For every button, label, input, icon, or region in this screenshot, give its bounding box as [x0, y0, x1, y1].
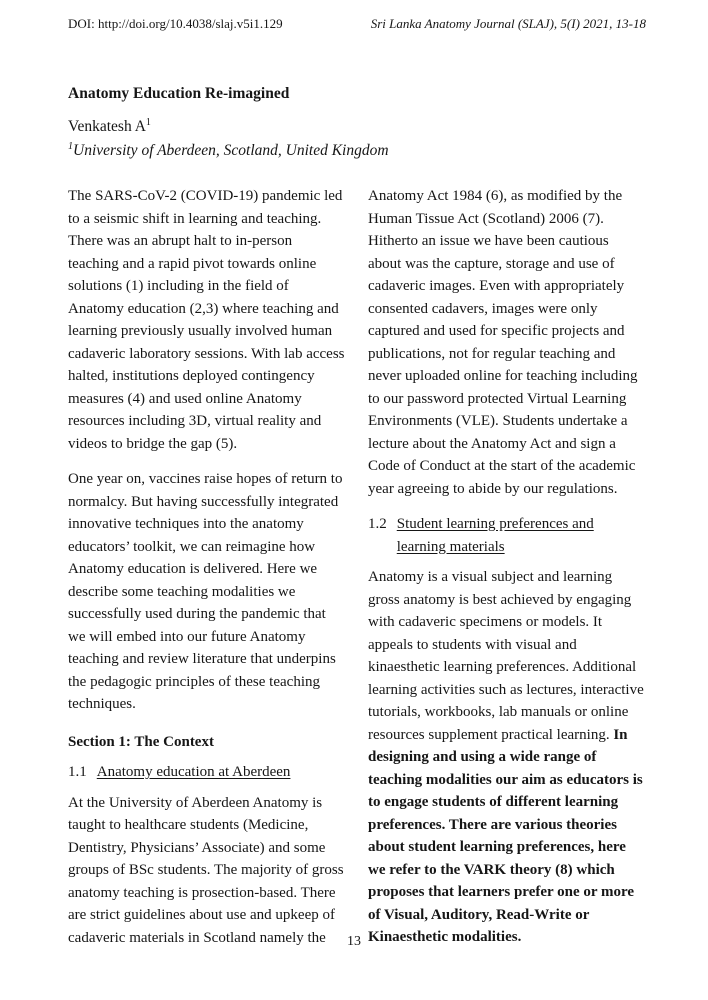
two-column-body: [0, 185, 708, 962]
doi-text: DOI: http://doi.org/10.4038/slaj.v5i1.129: [68, 16, 283, 31]
paragraph: [368, 566, 645, 949]
running-header: [0, 0, 708, 32]
affiliation-text: University of Aberdeen, Scotland, United Kingdom: [73, 142, 389, 159]
article-title: Anatomy Education Re-imagined: [68, 85, 290, 102]
journal-reference: Sri Lanka Anatomy Journal (SLAJ), 5(I) 2021, 13-18: [370, 16, 646, 31]
section-heading: Section 1: The Context: [68, 733, 214, 750]
page-footer: [0, 934, 708, 950]
subsection-title: Anatomy education at Aberdeen: [96, 764, 291, 780]
right-column: [368, 185, 645, 962]
affiliation-superscript: 1: [68, 140, 73, 152]
paragraph-regular-run: Anatomy is a visual subject and learning gross anatomy is best achieved by engaging with cadaveric specimens or models. It appeals to students with visual and kinaesthetic learning preferences. Additional learning activities such as lectures, interactive tutorials, workbooks, lab manuals or online resources supplement practical learning.: [368, 569, 644, 743]
paragraph: The SARS-CoV-2 (COVID-19) pandemic led to a seismic shift in learning and teaching. There was an abrupt halt to in-person teaching and a rapid pivot towards online solutions (1) including in the field of Anatomy education (2,3) where teaching and learning previously usually involved human cadaveric laboratory sessions. With lab access halted, institutions deployed contingency measures (4) and used online Anatomy resources including 3D, virtual reality and videos to bridge the gap (5).: [68, 188, 345, 452]
author-superscript: 1: [145, 116, 151, 128]
subsection-heading-1-1: [68, 761, 345, 784]
author-line: [68, 117, 646, 137]
subsection-number: 1.2: [368, 516, 387, 532]
affiliation-line: [68, 141, 646, 161]
paragraph: At the University of Aberdeen Anatomy is taught to healthcare students (Medicine, Dentistry, Physicians’ Associate) and some groups of BSc students. The majority of gross anatomy teaching is prosection-based. There are strict guidelines about use and upkeep of cadaveric materials in Scotland namely the: [68, 794, 344, 946]
title-block: [0, 84, 708, 161]
left-column: [68, 185, 345, 962]
author-name: Venkatesh A: [68, 118, 146, 135]
subsection-number: 1.1: [68, 764, 87, 780]
paragraph: One year on, vaccines raise hopes of return to normalcy. But having successfully integrated innovative techniques into the anatomy educators’ toolkit, we can reimagine how Anatomy education is delivered. Here we describe some teaching modalities we successfully used during the pandemic that we will embed into our future Anatomy teaching and review literature that underpins the pedagogic principles of these teaching techniques.: [68, 471, 343, 712]
subsection-title: Student learning preferences and learning materials: [396, 516, 594, 555]
paragraph: Anatomy Act 1984 (6), as modified by the Human Tissue Act (Scotland) 2006 (7). Hitherto an issue we have been cautious about was the capture, storage and use of cadaveric images. Even with appropriately consented cadavers, images were only captured and used for specific projects and publications, not for regular teaching and never uploaded online for teaching including to our password protected Virtual Learning Environments (VLE). Students undertake a lecture about the Anatomy Act and sign a Code of Conduct at the start of the academic year agreeing to abide by our regulations.: [368, 188, 638, 497]
paragraph-emphasis-run: In designing and using a wide range of teaching modalities our aim as educators is to engage students of different learning preferences. There are various theories about student learning preferences, here we refer to the VARK theory (8) which proposes that learners prefer one or more of Visual, Auditory, Read-Write or Kinaesthetic modalities.: [368, 726, 643, 945]
page-number: 13: [347, 934, 361, 949]
subsection-heading-1-2: [368, 513, 645, 558]
